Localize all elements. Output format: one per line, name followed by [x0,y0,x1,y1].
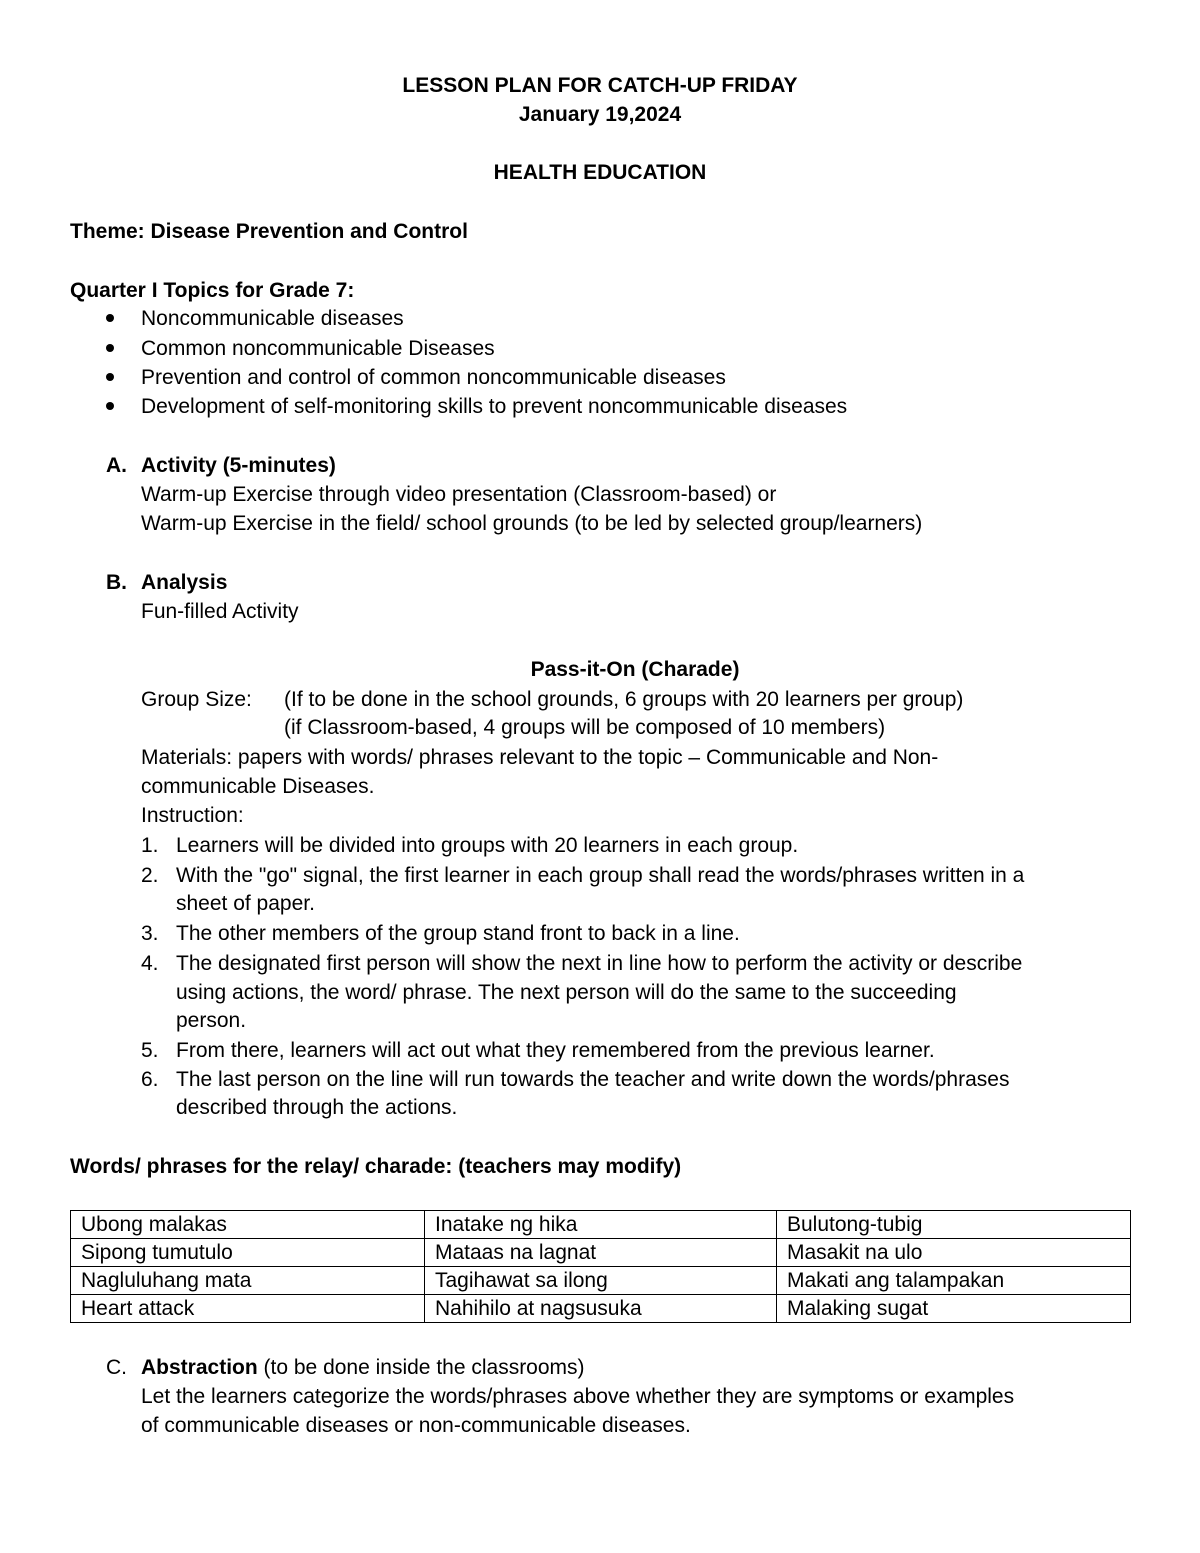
topics-heading: Quarter I Topics for Grade 7: [70,279,355,302]
section-letter: A. [106,454,127,477]
step-line: The other members of the group stand front to back in a line. [176,922,740,945]
table-row [71,1267,1131,1295]
step-line: using actions, the word/ phrase. The next person will do the same to the succeeding [176,981,957,1004]
bullet-icon [106,373,114,381]
words-heading: Words/ phrases for the relay/ charade: (teachers may modify) [70,1155,682,1178]
step-number: 4. [141,952,159,975]
abstraction-heading: Abstraction [141,1356,258,1379]
bullet-icon [106,402,114,410]
step-line: From there, learners will act out what they remembered from the previous learner. [176,1039,935,1062]
analysis-heading: Analysis [141,571,228,594]
step-line: Learners will be divided into groups with 20 learners in each group. [176,834,799,857]
step-number: 6. [141,1068,159,1091]
section-letter: C. [106,1356,127,1379]
group-size-label: Group Size: [141,688,252,711]
group-size-line: (if Classroom-based, 4 groups will be composed of 10 members) [284,716,886,739]
table-cell: Ubong malakas [71,1211,425,1239]
step-line: described through the actions. [176,1096,458,1119]
abstraction-note: (to be done inside the classrooms) [263,1356,585,1379]
subject-title: HEALTH EDUCATION [493,161,707,184]
list-item: Development of self-monitoring skills to prevent noncommunicable diseases [141,395,848,418]
table-cell: Nahihilo at nagsusuka [425,1295,777,1323]
step-line: The designated first person will show the next in line how to perform the activity or describe [176,952,1023,975]
step-number: 3. [141,922,159,945]
activity-line: Warm-up Exercise through video presentation (Classroom-based) or [141,483,777,506]
activity-line: Warm-up Exercise in the field/ school grounds (to be led by selected group/learners) [141,512,923,535]
table-cell: Nagluluhang mata [71,1267,425,1295]
section-letter: B. [106,571,127,594]
materials-line: Materials: papers with words/ phrases relevant to the topic – Communicable and Non- [141,746,939,769]
list-item: Prevention and control of common noncommunicable diseases [141,366,726,389]
abstraction-line: of communicable diseases or non-communicable diseases. [141,1414,691,1437]
bullet-icon [106,314,114,322]
table-cell: Tagihawat sa ilong [425,1267,777,1295]
table-cell: Heart attack [71,1295,425,1323]
step-number: 1. [141,834,159,857]
bullet-icon [106,344,114,352]
table-row [71,1295,1131,1323]
analysis-subtitle: Fun-filled Activity [141,600,299,623]
table-cell: Malaking sugat [777,1295,1131,1323]
abstraction-line: Let the learners categorize the words/phrases above whether they are symptoms or examples [141,1385,1015,1408]
table-row [71,1211,1131,1239]
step-number: 2. [141,864,159,887]
list-item: Noncommunicable diseases [141,307,404,330]
step-line: sheet of paper. [176,892,315,915]
materials-line: communicable Diseases. [141,775,375,798]
table-cell: Inatake ng hika [425,1211,777,1239]
abstraction-heading-line [141,1353,585,1382]
table-row [71,1239,1131,1267]
theme-line: Theme: Disease Prevention and Control [70,220,468,243]
table-cell: Mataas na lagnat [425,1239,777,1267]
table-cell: Masakit na ulo [777,1239,1131,1267]
group-size-line: (If to be done in the school grounds, 6 groups with 20 learners per group) [284,688,964,711]
instruction-label: Instruction: [141,804,244,827]
game-title: Pass-it-On (Charade) [530,658,740,681]
step-number: 5. [141,1039,159,1062]
lesson-date: January 19,2024 [518,103,682,126]
words-table [70,1210,1131,1323]
step-line: The last person on the line will run towards the teacher and write down the words/phrases [176,1068,1010,1091]
table-cell: Sipong tumutulo [71,1239,425,1267]
table-cell: Bulutong-tubig [777,1211,1131,1239]
step-line: person. [176,1009,247,1032]
step-line: With the "go" signal, the first learner in each group shall read the words/phrases written in a [176,864,1025,887]
activity-heading: Activity (5-minutes) [141,454,336,477]
table-cell: Makati ang talampakan [777,1267,1131,1295]
list-item: Common noncommunicable Diseases [141,337,495,360]
lesson-title: LESSON PLAN FOR CATCH-UP FRIDAY [402,74,798,97]
